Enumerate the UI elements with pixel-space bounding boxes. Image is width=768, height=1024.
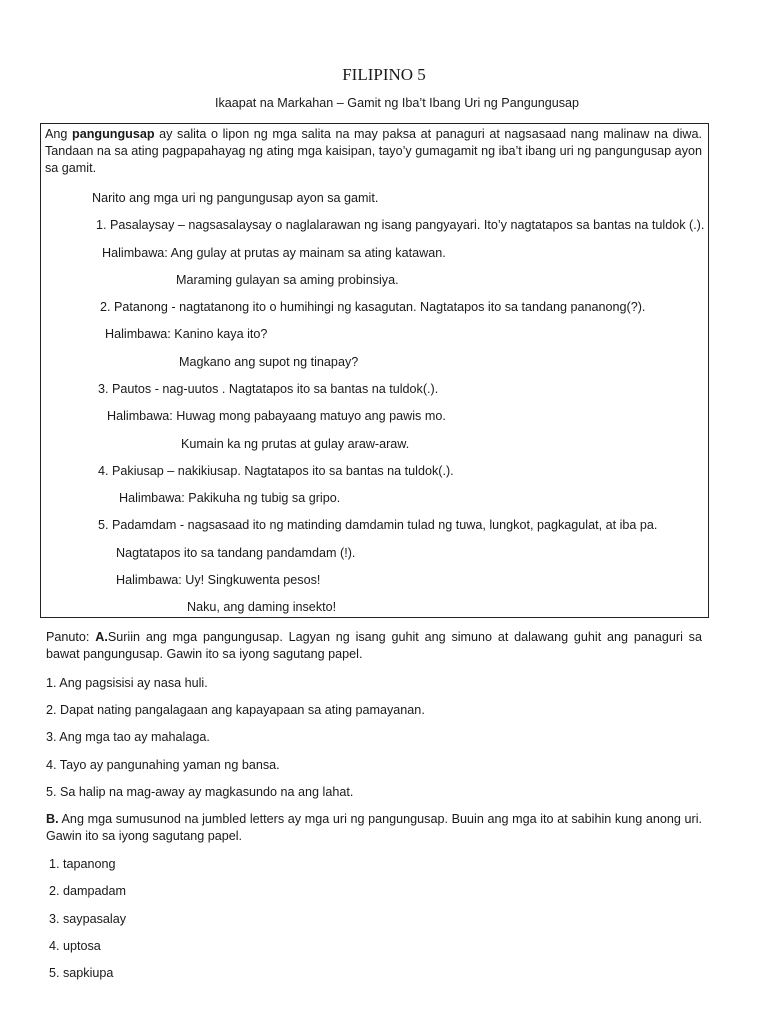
- type-3-definition: 3. Pautos - nag-uutos . Nagtatapos ito sa bantas na tuldok(.).: [98, 382, 439, 396]
- part-b-item: 4. uptosa: [49, 939, 101, 953]
- part-a-text: Suriin ang mga pangungusap. Lagyan ng isang guhit ang simuno at dalawang guhit ang panaguri sa bawat pangungusap. Gawin ito sa iyong sagutang papel.: [46, 630, 702, 661]
- part-b-item: 3. saypasalay: [49, 912, 127, 926]
- type-1-example-2: Maraming gulayan sa aming probinsiya.: [176, 273, 399, 287]
- page-title: FILIPINO 5: [342, 65, 426, 84]
- part-b-letter: B.: [46, 812, 59, 826]
- part-a-letter: A.: [95, 630, 108, 644]
- type-5-example-2: Naku, ang daming insekto!: [187, 600, 337, 614]
- type-5-example: Halimbawa: Uy! Singkuwenta pesos!: [116, 573, 321, 587]
- type-4-example: Halimbawa: Pakikuha ng tubig sa gripo.: [119, 491, 341, 505]
- type-2-example-2: Magkano ang supot ng tinapay?: [179, 355, 359, 369]
- type-5-note: Nagtatapos ito sa tandang pandamdam (!).: [116, 546, 356, 560]
- part-b-item: 1. tapanong: [49, 857, 116, 871]
- intro-term: pangungusap: [72, 127, 155, 141]
- types-intro: Narito ang mga uri ng pangungusap ayon sa gamit.: [92, 191, 379, 205]
- part-a-item: 3. Ang mga tao ay mahalaga.: [46, 730, 210, 744]
- part-a-item: 5. Sa halip na mag-away ay magkasundo na ang lahat.: [46, 785, 354, 799]
- type-1-example: Halimbawa: Ang gulay at prutas ay mainam sa ating katawan.: [102, 246, 446, 260]
- part-b-item: 2. dampadam: [49, 884, 127, 898]
- part-b-instructions: [46, 811, 702, 845]
- part-a-item: 4. Tayo ay pangunahing yaman ng bansa.: [46, 758, 280, 772]
- part-b-item: 5. sapkiupa: [49, 966, 114, 980]
- part-a-item: 1. Ang pagsisisi ay nasa huli.: [46, 676, 208, 690]
- intro-rest: ay salita o lipon ng mga salita na may paksa at panaguri at nagsasaad nang malinaw na diwa. Tandaan na sa ating pagpapahayag ng ating mga kaisipan, tayo’y gumagamit ng iba’t ibang uri ng pangungusap ayon sa gamit.: [45, 127, 702, 175]
- type-2-example: Halimbawa: Kanino kaya ito?: [105, 327, 268, 341]
- part-b-text: Ang mga sumusunod na jumbled letters ay mga uri ng pangungusap. Buuin ang mga ito at sabihin kung anong uri. Gawin ito sa iyong sagutang papel.: [46, 812, 702, 843]
- type-4-definition: 4. Pakiusap – nakikiusap. Nagtatapos ito sa bantas na tuldok(.).: [98, 464, 454, 478]
- lesson-intro: [45, 126, 702, 177]
- part-a-instructions: [46, 629, 702, 663]
- intro-prefix: Ang: [45, 127, 72, 141]
- page-subtitle: Ikaapat na Markahan – Gamit ng Iba’t Ibang Uri ng Pangungusap: [214, 96, 580, 110]
- panuto-label: Panuto:: [46, 630, 96, 644]
- type-2-definition: 2. Patanong - nagtatanong ito o humihingi ng kasagutan. Nagtatapos ito sa tandang pananong(?).: [100, 300, 646, 314]
- type-3-example: Halimbawa: Huwag mong pabayaang matuyo ang pawis mo.: [107, 409, 446, 423]
- type-3-example-2: Kumain ka ng prutas at gulay araw-araw.: [181, 437, 410, 451]
- part-a-item: 2. Dapat nating pangalagaan ang kapayapaan sa ating pamayanan.: [46, 703, 425, 717]
- type-1-definition: 1. Pasalaysay – nagsasalaysay o naglalarawan ng isang pangyayari. Ito’y nagtatapos sa bantas na tuldok (.).: [96, 218, 705, 232]
- type-5-definition: 5. Padamdam - nagsasaad ito ng matinding damdamin tulad ng tuwa, lungkot, pagkagulat, at iba pa.: [98, 518, 658, 532]
